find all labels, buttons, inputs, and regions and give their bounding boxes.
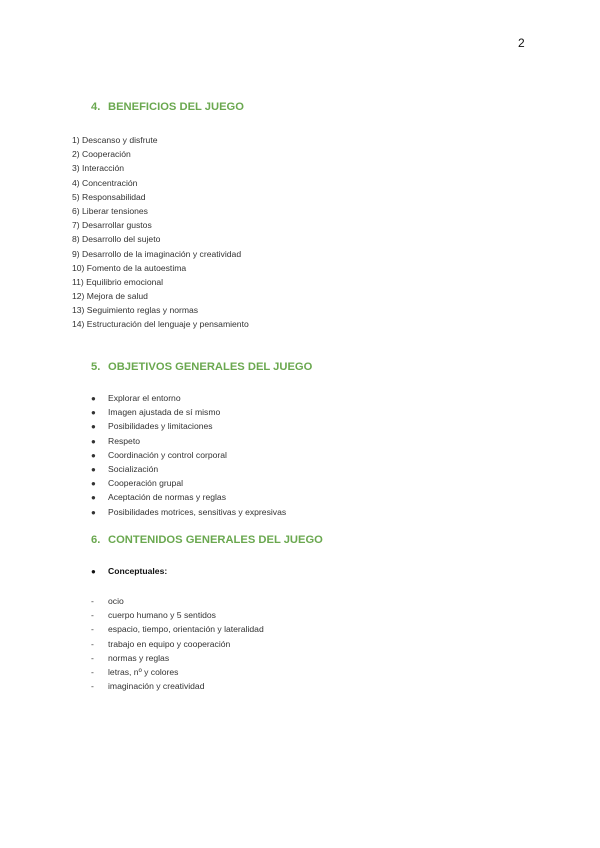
list-item-text: espacio, tiempo, orientación y lateralidad	[108, 624, 264, 635]
list-item	[91, 679, 264, 693]
section-heading-contenidos	[91, 534, 323, 546]
list-item-text: Posibilidades y limitaciones	[108, 421, 213, 432]
list-item: 7) Desarrollar gustos	[72, 220, 152, 231]
beneficios-list	[72, 133, 249, 332]
list-item	[91, 434, 286, 448]
list-item	[91, 594, 264, 608]
list-item	[91, 462, 286, 476]
bullet-icon: ●	[91, 436, 96, 446]
list-item	[91, 622, 264, 636]
list-item-text: Aceptación de normas y reglas	[108, 492, 226, 503]
list-item: 6) Liberar tensiones	[72, 205, 148, 216]
bullet-icon: ●	[91, 479, 96, 489]
dash-marker: -	[91, 638, 94, 649]
section-number: 5.	[91, 361, 101, 373]
dash-marker: -	[91, 681, 94, 692]
list-item: 12) Mejora de salud	[72, 291, 148, 302]
list-item-text: ocio	[108, 596, 124, 606]
list-item-text: cuerpo humano y 5 sentidos	[108, 610, 216, 621]
dash-marker: -	[91, 610, 94, 621]
list-item: 2) Cooperación	[72, 149, 131, 160]
list-item-text: Socialización	[108, 463, 159, 474]
list-item	[91, 608, 264, 622]
subheading-text: Conceptuales:	[108, 566, 168, 576]
list-item	[91, 665, 264, 679]
contenidos-list	[91, 594, 264, 693]
list-item-text: Posibilidades motrices, sensitivas y expresivas	[108, 506, 287, 517]
list-item: 1) Descanso y disfrute	[72, 135, 158, 145]
list-item	[91, 651, 264, 665]
section-number: 4.	[91, 101, 101, 113]
list-item	[91, 505, 286, 519]
list-item-text: Imagen ajustada de sí mismo	[108, 407, 221, 418]
list-item	[91, 490, 286, 504]
list-item-text: Explorar el entorno	[108, 393, 181, 403]
list-item	[91, 448, 286, 462]
list-item: 9) Desarrollo de la imaginación y creatividad	[72, 248, 242, 259]
list-item: 3) Interacción	[72, 163, 125, 174]
list-item: 11) Equilibrio emocional	[72, 276, 164, 287]
section-heading-objetivos	[91, 361, 312, 373]
list-item-text: normas y reglas	[108, 652, 170, 663]
list-item: 8) Desarrollo del sujeto	[72, 234, 161, 245]
page-number: 2	[518, 36, 525, 50]
section-title: OBJETIVOS GENERALES DEL JUEGO	[108, 361, 313, 373]
list-item: 10) Fomento de la autoestima	[72, 262, 187, 273]
bullet-icon: ●	[91, 408, 96, 418]
subheading-conceptuales	[91, 566, 167, 576]
list-item-text: letras, nº y colores	[108, 666, 179, 677]
dash-marker: -	[91, 652, 94, 663]
list-item	[91, 637, 264, 651]
objetivos-list	[91, 391, 286, 519]
dash-marker: -	[91, 624, 94, 635]
section-title: CONTENIDOS GENERALES DEL JUEGO	[108, 534, 323, 546]
bullet-icon: ●	[91, 493, 96, 503]
bullet-icon: ●	[91, 507, 96, 517]
section-number: 6.	[91, 534, 101, 546]
bullet-icon: ●	[91, 394, 96, 403]
list-item: 14) Estructuración del lenguaje y pensamiento	[72, 319, 249, 330]
bullet-icon: ●	[91, 567, 96, 576]
bullet-icon: ●	[91, 464, 96, 474]
list-item-text: imaginación y creatividad	[108, 681, 205, 692]
list-item	[91, 391, 286, 405]
dash-marker: -	[91, 596, 94, 606]
list-item	[91, 405, 286, 419]
list-item: 5) Responsabilidad	[72, 191, 146, 202]
list-item-text: Coordinación y control corporal	[108, 449, 227, 460]
bullet-icon: ●	[91, 422, 96, 432]
list-item	[91, 476, 286, 490]
list-item-text: Cooperación grupal	[108, 478, 184, 489]
list-item-text: trabajo en equipo y cooperación	[108, 638, 231, 649]
bullet-icon: ●	[91, 450, 96, 460]
list-item: 4) Concentración	[72, 177, 138, 188]
list-item: 13) Seguimiento reglas y normas	[72, 305, 199, 316]
dash-marker: -	[91, 666, 94, 677]
section-heading-beneficios	[91, 101, 244, 113]
list-item	[91, 419, 286, 433]
section-title: BENEFICIOS DEL JUEGO	[108, 101, 244, 113]
list-item-text: Respeto	[108, 435, 141, 446]
